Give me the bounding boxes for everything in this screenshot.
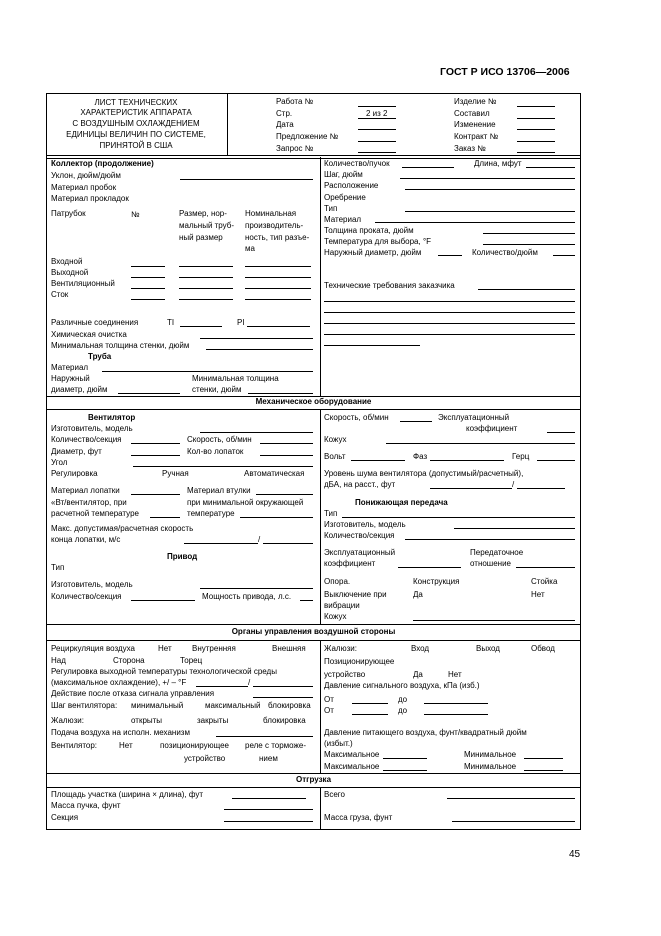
support-label: Опора. <box>324 577 351 586</box>
temp-field[interactable] <box>483 244 575 245</box>
inlet-rating-field[interactable] <box>245 266 311 267</box>
bundles-field[interactable] <box>402 167 454 168</box>
order-field[interactable] <box>517 152 555 153</box>
driver-type-label: Тип <box>51 563 65 572</box>
recirc-side[interactable]: Сторона <box>113 656 145 665</box>
process-temp-slash: / <box>248 678 251 687</box>
size-col-2: мальный труб- <box>179 221 235 230</box>
drain-label: Сток <box>51 290 69 299</box>
title-line-4: ЕДИНИЦЫ ВЕЛИЧИН ПО СИСТЕМЕ, <box>66 130 206 139</box>
fan-diameter-field[interactable] <box>131 455 180 456</box>
louvers-left-label: Жалюзи: <box>51 716 84 725</box>
phase-field[interactable] <box>430 460 504 461</box>
pitch-label: Шаг, дюйм <box>324 170 363 179</box>
supply-pressure-label: Давление питающего воздуха, фунт/квадратный дюйм <box>324 728 527 737</box>
noise-design-field[interactable] <box>517 488 565 489</box>
nozzle-label: Патрубок <box>51 209 86 218</box>
vibration-yes[interactable]: Да <box>413 590 423 599</box>
customer-req-field-4[interactable] <box>324 323 575 324</box>
revision-label: Изменение <box>454 120 496 129</box>
tip-speed-design-field[interactable] <box>263 543 313 544</box>
shipping-mass-field[interactable] <box>452 821 575 822</box>
fin-qty-label: Количество/дюйм <box>472 248 538 257</box>
process-temp-label: Регулировка выходной температуры технологической среды <box>51 667 277 676</box>
reducer-qty-field[interactable] <box>405 539 575 540</box>
misc-connections-label: Различные соединения <box>51 318 139 327</box>
nozzle-no-label: № <box>131 210 140 219</box>
inlet-label: Входной <box>51 257 83 266</box>
reducer-manufacturer-label: Изготовитель, модель <box>324 520 406 529</box>
signal-pressure-label: Давление сигнального воздуха, кПа (изб.) <box>324 681 480 690</box>
hz-label: Герц <box>512 452 530 461</box>
fin-material-field[interactable] <box>375 222 575 223</box>
min-amb-label-2: температуре <box>187 509 235 518</box>
failure-label: Действие после отказа сигнала управления <box>51 689 215 698</box>
pi-label: PI <box>237 318 245 327</box>
drain-size-field[interactable] <box>179 299 233 300</box>
hp-fan-label: «Вт/вентилятор, при <box>51 498 127 507</box>
tube-min-thick-label-2: стенки, дюйм <box>192 385 242 394</box>
signal-to-field-2[interactable] <box>424 714 488 715</box>
hp-fan-label-2: расчетной температуре <box>51 509 139 518</box>
signal-from-field-1[interactable] <box>352 703 388 704</box>
customer-req-field-5[interactable] <box>324 334 575 335</box>
reducer-service-label: Эксплуатационный <box>324 548 396 557</box>
fin-type-label: Тип <box>324 204 338 213</box>
noise-slash: / <box>512 480 515 489</box>
vibration-label: Выключение при <box>324 590 387 599</box>
vent-no-field[interactable] <box>131 288 165 289</box>
pitch-manual[interactable]: Ручная <box>162 469 189 478</box>
process-temp-label-2: (максимальное охлаждение), +/ – °F <box>51 678 187 687</box>
size-col-3: ный размер <box>179 233 223 242</box>
tip-speed-slash: / <box>258 535 261 544</box>
vent-rating-field[interactable] <box>245 288 311 289</box>
vibration-label-2: вибрации <box>324 601 360 610</box>
vibration-no[interactable]: Нет <box>531 590 545 599</box>
gasket-material-label: Материал прокладок <box>51 194 129 203</box>
fin-type-field[interactable] <box>405 211 575 212</box>
plug-material-label: Материал пробок <box>51 183 117 192</box>
tip-speed-label-2: конца лопатки, м/с <box>51 535 121 544</box>
fan-brake-2: нием <box>259 754 278 763</box>
reducer-enclosure-field[interactable] <box>413 620 575 621</box>
tip-speed-label: Макс. допустимая/расчетная скорость <box>51 524 194 533</box>
signal-to-label-1: до <box>398 695 408 704</box>
size-col-1: Размер, нор- <box>179 209 227 218</box>
reducer-qty-label: Количество/секция <box>324 531 395 540</box>
louvers-inlet[interactable]: Вход <box>411 644 430 653</box>
proposal-field[interactable] <box>358 141 396 142</box>
fan-blades-label: Кол-во лопаток <box>187 447 244 456</box>
rating-col-1: Номинальная <box>245 209 297 218</box>
driver-title: Привод <box>167 552 198 561</box>
phase-label: Фаз <box>413 452 428 461</box>
title-line-1: ЛИСТ ТЕХНИЧЕСКИХ <box>94 98 178 107</box>
louvers-right-label: Жалюзи: <box>324 644 357 653</box>
sheet-field[interactable] <box>358 118 396 119</box>
page-number: 45 <box>569 849 581 860</box>
outlet-no-field[interactable] <box>131 277 165 278</box>
column-divider <box>320 157 321 396</box>
signal-from-label-1: От <box>324 695 334 704</box>
ratio-label-2: отношение <box>470 559 512 568</box>
supply-pressure-label-2: (избыт.) <box>324 739 353 748</box>
min-wall-label: Минимальная толщина стенки, дюйм <box>51 341 190 350</box>
positioner-label: Позиционирующее <box>324 657 395 666</box>
hub-material-label: Материал втулки <box>187 486 251 495</box>
by-field[interactable] <box>517 118 555 119</box>
fan-positioner[interactable]: позиционирующее <box>160 741 229 750</box>
supply-min-label-2: Минимальное <box>464 762 517 771</box>
volt-label: Вольт <box>324 452 346 461</box>
outlet-size-field[interactable] <box>179 277 233 278</box>
item-label: Изделие № <box>454 97 497 106</box>
motor-service-label-2: коэффициент <box>466 424 518 433</box>
positioner-no[interactable]: Нет <box>448 670 462 679</box>
layout-label: Расположение <box>324 181 379 190</box>
motor-speed-field[interactable] <box>400 421 432 422</box>
contract-field[interactable] <box>517 141 555 142</box>
fan-manufacturer-label: Изготовитель, модель <box>51 424 133 433</box>
drain-no-field[interactable] <box>131 299 165 300</box>
ti-field[interactable] <box>180 326 222 327</box>
driver-manufacturer-label: Изготовитель, модель <box>51 580 133 589</box>
inquiry-label: Запрос № <box>276 144 314 153</box>
outlet-label: Выходной <box>51 268 89 277</box>
recirc-none[interactable]: Нет <box>158 644 172 653</box>
failure-field[interactable] <box>253 697 313 698</box>
vent-size-field[interactable] <box>179 288 233 289</box>
customer-req-field-3[interactable] <box>324 312 575 313</box>
inlet-no-field[interactable] <box>131 266 165 267</box>
recirc-over[interactable]: Над <box>51 656 66 665</box>
bundle-mass-label: Масса пучка, фунт <box>51 801 121 810</box>
positioner-label-2: устройство <box>324 670 366 679</box>
driver-power-field[interactable] <box>300 600 313 601</box>
title-line-3: С ВОЗДУШНЫМ ОХЛАЖДЕНИЕМ <box>72 119 200 128</box>
job-field[interactable] <box>358 106 396 107</box>
louvers-outlet[interactable]: Выход <box>476 644 500 653</box>
motor-enclosure-label: Кожух <box>324 435 347 444</box>
by-label: Составил <box>454 109 490 118</box>
title-line-2: ХАРАКТЕРИСТИК АППАРАТА <box>80 108 192 117</box>
louvers-closed[interactable]: закрыты <box>197 716 229 725</box>
fan-speed-label: Скорость, об/мин <box>187 435 252 444</box>
customer-req-field-6[interactable] <box>324 345 420 346</box>
tube-min-thick-field[interactable] <box>248 393 313 394</box>
fan-control-no[interactable]: Нет <box>119 741 133 750</box>
motor-service-label: Эксплуатационный <box>438 413 510 422</box>
chem-cleaning-field[interactable] <box>200 338 313 339</box>
item-field[interactable] <box>517 106 555 107</box>
mech-title: Механическое оборудование <box>255 397 372 406</box>
noise-label: Уровень шума вентилятора (допустимый/расчетный), <box>324 469 524 478</box>
fan-pitch-max[interactable]: максимальный <box>205 701 261 710</box>
fin-od-field[interactable] <box>438 255 462 256</box>
noise-label-2: дБА, на расст., фут <box>324 480 396 489</box>
louvers-bypass[interactable]: Обвод <box>531 644 555 653</box>
blade-material-field[interactable] <box>131 494 180 495</box>
job-label: Работа № <box>276 97 314 106</box>
temp-label: Температура для выбора, °F <box>324 237 432 246</box>
fan-title: Вентилятор <box>88 413 136 422</box>
revision-field[interactable] <box>517 129 555 130</box>
fin-od-label: Наружный диаметр, дюйм <box>324 248 422 257</box>
min-wall-field[interactable] <box>206 349 313 350</box>
sheet-label: Стр. <box>276 109 293 118</box>
supply-max-field-2[interactable] <box>383 770 427 771</box>
contract-label: Контракт № <box>454 132 499 141</box>
reducer-manufacturer-field[interactable] <box>454 528 575 529</box>
tube-od-label: Наружный <box>51 374 90 383</box>
pitch-field[interactable] <box>400 178 575 179</box>
title-divider <box>227 93 228 156</box>
section-mass-field[interactable] <box>224 821 313 822</box>
slope-field[interactable] <box>180 179 313 180</box>
plot-area-label: Площадь участка (ширина × длина), фут <box>51 790 204 799</box>
tube-od-label-2: диаметр, дюйм <box>51 385 108 394</box>
chem-cleaning-label: Химическая очистка <box>51 330 127 339</box>
louvers-lock[interactable]: блокировка <box>263 716 306 725</box>
outlet-rating-field[interactable] <box>245 277 311 278</box>
length-field[interactable] <box>526 167 575 168</box>
document-code: ГОСТ Р ИСО 13706—2006 <box>440 66 570 78</box>
supply-min-field-2[interactable] <box>524 770 563 771</box>
fan-speed-field[interactable] <box>260 443 313 444</box>
driver-qty-field[interactable] <box>131 600 195 601</box>
reducer-type-field[interactable] <box>342 517 575 518</box>
noise-allowed-field[interactable] <box>430 488 512 489</box>
actuator-label: Подача воздуха на исполн. механизм <box>51 728 190 737</box>
header-title: Коллектор (продолжение) <box>51 159 154 168</box>
shipping-title: Отгрузка <box>295 775 332 784</box>
motor-service-field[interactable] <box>547 432 575 433</box>
fan-qty-label: Количество/секция <box>51 435 122 444</box>
date-label: Дата <box>276 120 294 129</box>
hp-design-field[interactable] <box>150 517 180 518</box>
tube-title: Труба <box>88 352 112 361</box>
fan-angle-field[interactable] <box>133 466 313 467</box>
total-mass-field[interactable] <box>447 798 575 799</box>
signal-from-label-2: От <box>324 706 334 715</box>
tip-speed-max-field[interactable] <box>184 543 258 544</box>
section-mass-label: Секция <box>51 813 79 822</box>
supply-min-label-1: Минимальное <box>464 750 517 759</box>
pi-field[interactable] <box>247 326 310 327</box>
fan-brake[interactable]: реле с торможе- <box>245 741 306 750</box>
ratio-field[interactable] <box>516 567 575 568</box>
supply-max-label-2: Максимальное <box>324 762 380 771</box>
process-temp-minus-field[interactable] <box>253 686 313 687</box>
fan-qty-field[interactable] <box>131 443 180 444</box>
driver-qty-label: Количество/секция <box>51 592 122 601</box>
fin-qty-field[interactable] <box>553 255 575 256</box>
motor-speed-label: Скорость, об/мин <box>324 413 389 422</box>
louvers-open[interactable]: открыты <box>131 716 163 725</box>
actuator-field[interactable] <box>216 736 313 737</box>
fan-positioner-2: устройство <box>184 754 226 763</box>
hp-min-amb-field[interactable] <box>240 517 313 518</box>
tube-min-thick-label: Минимальная толщина <box>192 374 279 383</box>
plot-area-field[interactable] <box>232 798 306 799</box>
slope-label: Уклон, дюйм/дюйм <box>51 171 121 180</box>
controls-title: Органы управления воздушной стороны <box>231 627 396 636</box>
fan-control-label: Вентилятор: <box>51 741 98 750</box>
fan-blades-field[interactable] <box>260 455 313 456</box>
reducer-service-label-2: коэффициент <box>324 559 376 568</box>
rating-col-4: ма <box>245 244 255 253</box>
inquiry-field[interactable] <box>358 152 396 153</box>
fin-label: Оребрение <box>324 193 366 202</box>
fin-material-label: Материал <box>324 215 362 224</box>
volt-field[interactable] <box>351 460 405 461</box>
bundles-label: Количество/пучок <box>324 159 390 168</box>
hub-material-field[interactable] <box>256 494 313 495</box>
stock-label: Толщина проката, дюйм <box>324 226 414 235</box>
supply-max-label-1: Максимальное <box>324 750 380 759</box>
support-structure[interactable]: Конструкция <box>413 577 460 586</box>
process-temp-plus-field[interactable] <box>196 686 248 687</box>
customer-req-field-1[interactable] <box>478 289 575 290</box>
length-label: Длина, мфут <box>474 159 522 168</box>
recirc-external[interactable]: Внешняя <box>272 644 306 653</box>
tube-material-label: Материал <box>51 363 89 372</box>
bundle-mass-field[interactable] <box>224 809 313 810</box>
positioner-yes[interactable]: Да <box>413 670 423 679</box>
drain-rating-field[interactable] <box>245 299 311 300</box>
reducer-title: Понижающая передача <box>355 498 448 507</box>
reducer-type-label: Тип <box>324 509 338 518</box>
driver-manufacturer-field[interactable] <box>200 588 313 589</box>
signal-from-field-2[interactable] <box>352 714 388 715</box>
layout-field[interactable] <box>405 189 575 190</box>
sheet-value: 2 из 2 <box>366 109 388 118</box>
fan-pitch-min[interactable]: минимальный <box>131 701 184 710</box>
date-field[interactable] <box>358 129 396 130</box>
fan-pitch-lock[interactable]: блокировка <box>268 701 311 710</box>
order-label: Заказ № <box>454 144 486 153</box>
ti-label: TI <box>167 318 175 327</box>
signal-to-field-1[interactable] <box>424 703 488 704</box>
customer-req-label: Технические требования заказчика <box>324 281 455 290</box>
total-mass-label: Всего <box>324 790 345 799</box>
ratio-label: Передаточное <box>470 548 524 557</box>
customer-req-field-2[interactable] <box>324 301 575 302</box>
hz-field[interactable] <box>537 460 575 461</box>
blade-material-label: Материал лопатки <box>51 486 120 495</box>
fan-manufacturer-field[interactable] <box>200 432 313 433</box>
inlet-size-field[interactable] <box>179 266 233 267</box>
reducer-enclosure-label: Кожух <box>324 612 347 621</box>
pitch-auto[interactable]: Автоматическая <box>244 469 305 478</box>
fan-pitch-label: Шаг вентилятора: <box>51 701 118 710</box>
rating-col-3: ность, тип разъе- <box>245 233 310 242</box>
driver-power-label: Мощность привода, л.с. <box>202 592 292 601</box>
tube-od-field[interactable] <box>118 393 180 394</box>
fan-diameter-label: Диаметр, фут <box>51 447 102 456</box>
min-amb-label: при минимальной окружающей <box>187 498 304 507</box>
proposal-label: Предложение № <box>276 132 339 141</box>
shipping-mass-label: Масса груза, фунт <box>324 813 393 822</box>
signal-to-label-2: до <box>398 706 408 715</box>
reducer-service-field[interactable] <box>398 567 461 568</box>
pitch-adj-label: Регулировка <box>51 469 98 478</box>
rating-col-2: производитель- <box>245 221 304 230</box>
recirc-label: Рециркуляция воздуха <box>51 644 135 653</box>
stock-field[interactable] <box>483 233 575 234</box>
supply-min-field-1[interactable] <box>524 758 563 759</box>
fan-angle-label: Угол <box>51 458 68 467</box>
vent-label: Вентиляционный <box>51 279 115 288</box>
recirc-internal[interactable]: Внутренняя <box>192 644 236 653</box>
supply-max-field-1[interactable] <box>383 758 427 759</box>
recirc-end[interactable]: Торец <box>180 656 203 665</box>
title-line-5: ПРИНЯТОЙ В США <box>99 141 173 150</box>
support-stand[interactable]: Стойка <box>531 577 558 586</box>
tube-material-field[interactable] <box>102 371 313 372</box>
motor-enclosure-field[interactable] <box>386 443 575 444</box>
